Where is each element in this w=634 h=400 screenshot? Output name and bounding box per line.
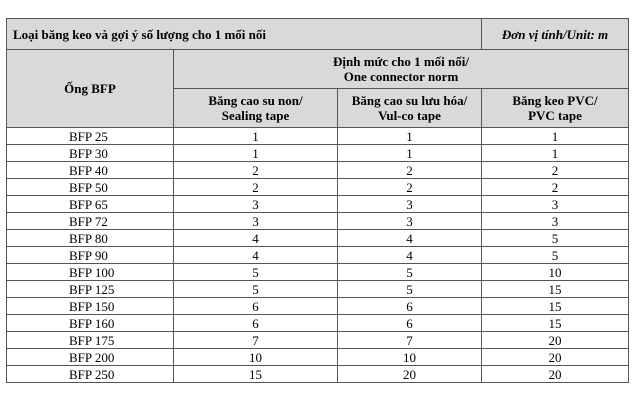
- table-row: [7, 332, 629, 349]
- sealing-tape-cell: 4: [174, 230, 338, 247]
- pvc-tape-cell: 15: [482, 281, 629, 298]
- pipe-size-cell: BFP 65: [7, 196, 174, 213]
- pipe-size-cell: BFP 250: [7, 366, 174, 383]
- pvc-tape-cell: 3: [482, 213, 629, 230]
- pipe-column-header: Ống BFP: [7, 50, 174, 128]
- vulco-tape-header: [338, 89, 482, 128]
- table-row: [7, 145, 629, 162]
- sealing-tape-cell: 2: [174, 162, 338, 179]
- sealing-tape-cell: 1: [174, 128, 338, 145]
- table-body: [7, 128, 629, 383]
- pipe-size-cell: BFP 150: [7, 298, 174, 315]
- pipe-size-cell: BFP 80: [7, 230, 174, 247]
- table-row: [7, 281, 629, 298]
- pvc-tape-cell: 5: [482, 230, 629, 247]
- pvc-header-line2: PVC tape: [528, 108, 582, 123]
- table-row: [7, 349, 629, 366]
- vulco-tape-cell: 2: [338, 179, 482, 196]
- table-row: [7, 264, 629, 281]
- norm-header-line1: Định mức cho 1 mối nối/: [332, 54, 469, 69]
- sealing-tape-header: [174, 89, 338, 128]
- pipe-size-cell: BFP 30: [7, 145, 174, 162]
- sealing-tape-cell: 2: [174, 179, 338, 196]
- sealing-tape-cell: 5: [174, 264, 338, 281]
- pvc-tape-cell: 20: [482, 366, 629, 383]
- sealing-header-line1: Băng cao su non/: [208, 93, 303, 108]
- unit-label: Đơn vị tính/Unit: m: [482, 19, 629, 50]
- vulco-header-line2: Vul-co tape: [378, 108, 441, 123]
- table-row: [7, 366, 629, 383]
- pvc-tape-cell: 2: [482, 162, 629, 179]
- sealing-header-line2: Sealing tape: [221, 108, 290, 123]
- sealing-tape-cell: 3: [174, 196, 338, 213]
- sealing-tape-cell: 7: [174, 332, 338, 349]
- pipe-size-cell: BFP 100: [7, 264, 174, 281]
- pvc-tape-cell: 20: [482, 349, 629, 366]
- sealing-tape-cell: 4: [174, 247, 338, 264]
- table-row: [7, 162, 629, 179]
- pipe-size-cell: BFP 175: [7, 332, 174, 349]
- vulco-tape-cell: 1: [338, 128, 482, 145]
- pvc-tape-cell: 1: [482, 145, 629, 162]
- sealing-tape-cell: 6: [174, 315, 338, 332]
- pipe-size-cell: BFP 125: [7, 281, 174, 298]
- vulco-tape-cell: 7: [338, 332, 482, 349]
- vulco-tape-cell: 5: [338, 281, 482, 298]
- table-row: [7, 230, 629, 247]
- pvc-tape-cell: 1: [482, 128, 629, 145]
- pipe-size-cell: BFP 50: [7, 179, 174, 196]
- table-row: [7, 315, 629, 332]
- sealing-tape-cell: 6: [174, 298, 338, 315]
- table-row: [7, 128, 629, 145]
- table-title: Loại băng keo và gợi ý số lượng cho 1 mối nối: [7, 19, 482, 50]
- pipe-size-cell: BFP 160: [7, 315, 174, 332]
- pvc-tape-cell: 3: [482, 196, 629, 213]
- pvc-tape-cell: 2: [482, 179, 629, 196]
- pipe-size-cell: BFP 72: [7, 213, 174, 230]
- vulco-header-line1: Băng cao su lưu hóa/: [351, 93, 468, 108]
- sealing-tape-cell: 10: [174, 349, 338, 366]
- pvc-tape-cell: 10: [482, 264, 629, 281]
- pvc-tape-header: [482, 89, 629, 128]
- pvc-tape-cell: 15: [482, 298, 629, 315]
- table-row: [7, 196, 629, 213]
- vulco-tape-cell: 4: [338, 247, 482, 264]
- norm-group-header: [174, 50, 629, 89]
- sealing-tape-cell: 3: [174, 213, 338, 230]
- title-row: [7, 19, 629, 50]
- vulco-tape-cell: 6: [338, 315, 482, 332]
- vulco-tape-cell: 20: [338, 366, 482, 383]
- table-row: [7, 179, 629, 196]
- header-row-main: [7, 50, 629, 89]
- pipe-size-cell: BFP 25: [7, 128, 174, 145]
- vulco-tape-cell: 10: [338, 349, 482, 366]
- vulco-tape-cell: 3: [338, 213, 482, 230]
- sealing-tape-cell: 5: [174, 281, 338, 298]
- table-row: [7, 213, 629, 230]
- pipe-size-cell: BFP 200: [7, 349, 174, 366]
- sealing-tape-cell: 1: [174, 145, 338, 162]
- pipe-size-cell: BFP 90: [7, 247, 174, 264]
- vulco-tape-cell: 4: [338, 230, 482, 247]
- pvc-tape-cell: 15: [482, 315, 629, 332]
- vulco-tape-cell: 6: [338, 298, 482, 315]
- tape-norm-table: [6, 18, 629, 383]
- pvc-header-line1: Băng keo PVC/: [512, 93, 598, 108]
- vulco-tape-cell: 1: [338, 145, 482, 162]
- vulco-tape-cell: 5: [338, 264, 482, 281]
- sealing-tape-cell: 15: [174, 366, 338, 383]
- pipe-size-cell: BFP 40: [7, 162, 174, 179]
- vulco-tape-cell: 3: [338, 196, 482, 213]
- table-row: [7, 298, 629, 315]
- norm-header-line2: One connector norm: [343, 69, 459, 84]
- table-row: [7, 247, 629, 264]
- pvc-tape-cell: 5: [482, 247, 629, 264]
- vulco-tape-cell: 2: [338, 162, 482, 179]
- pvc-tape-cell: 20: [482, 332, 629, 349]
